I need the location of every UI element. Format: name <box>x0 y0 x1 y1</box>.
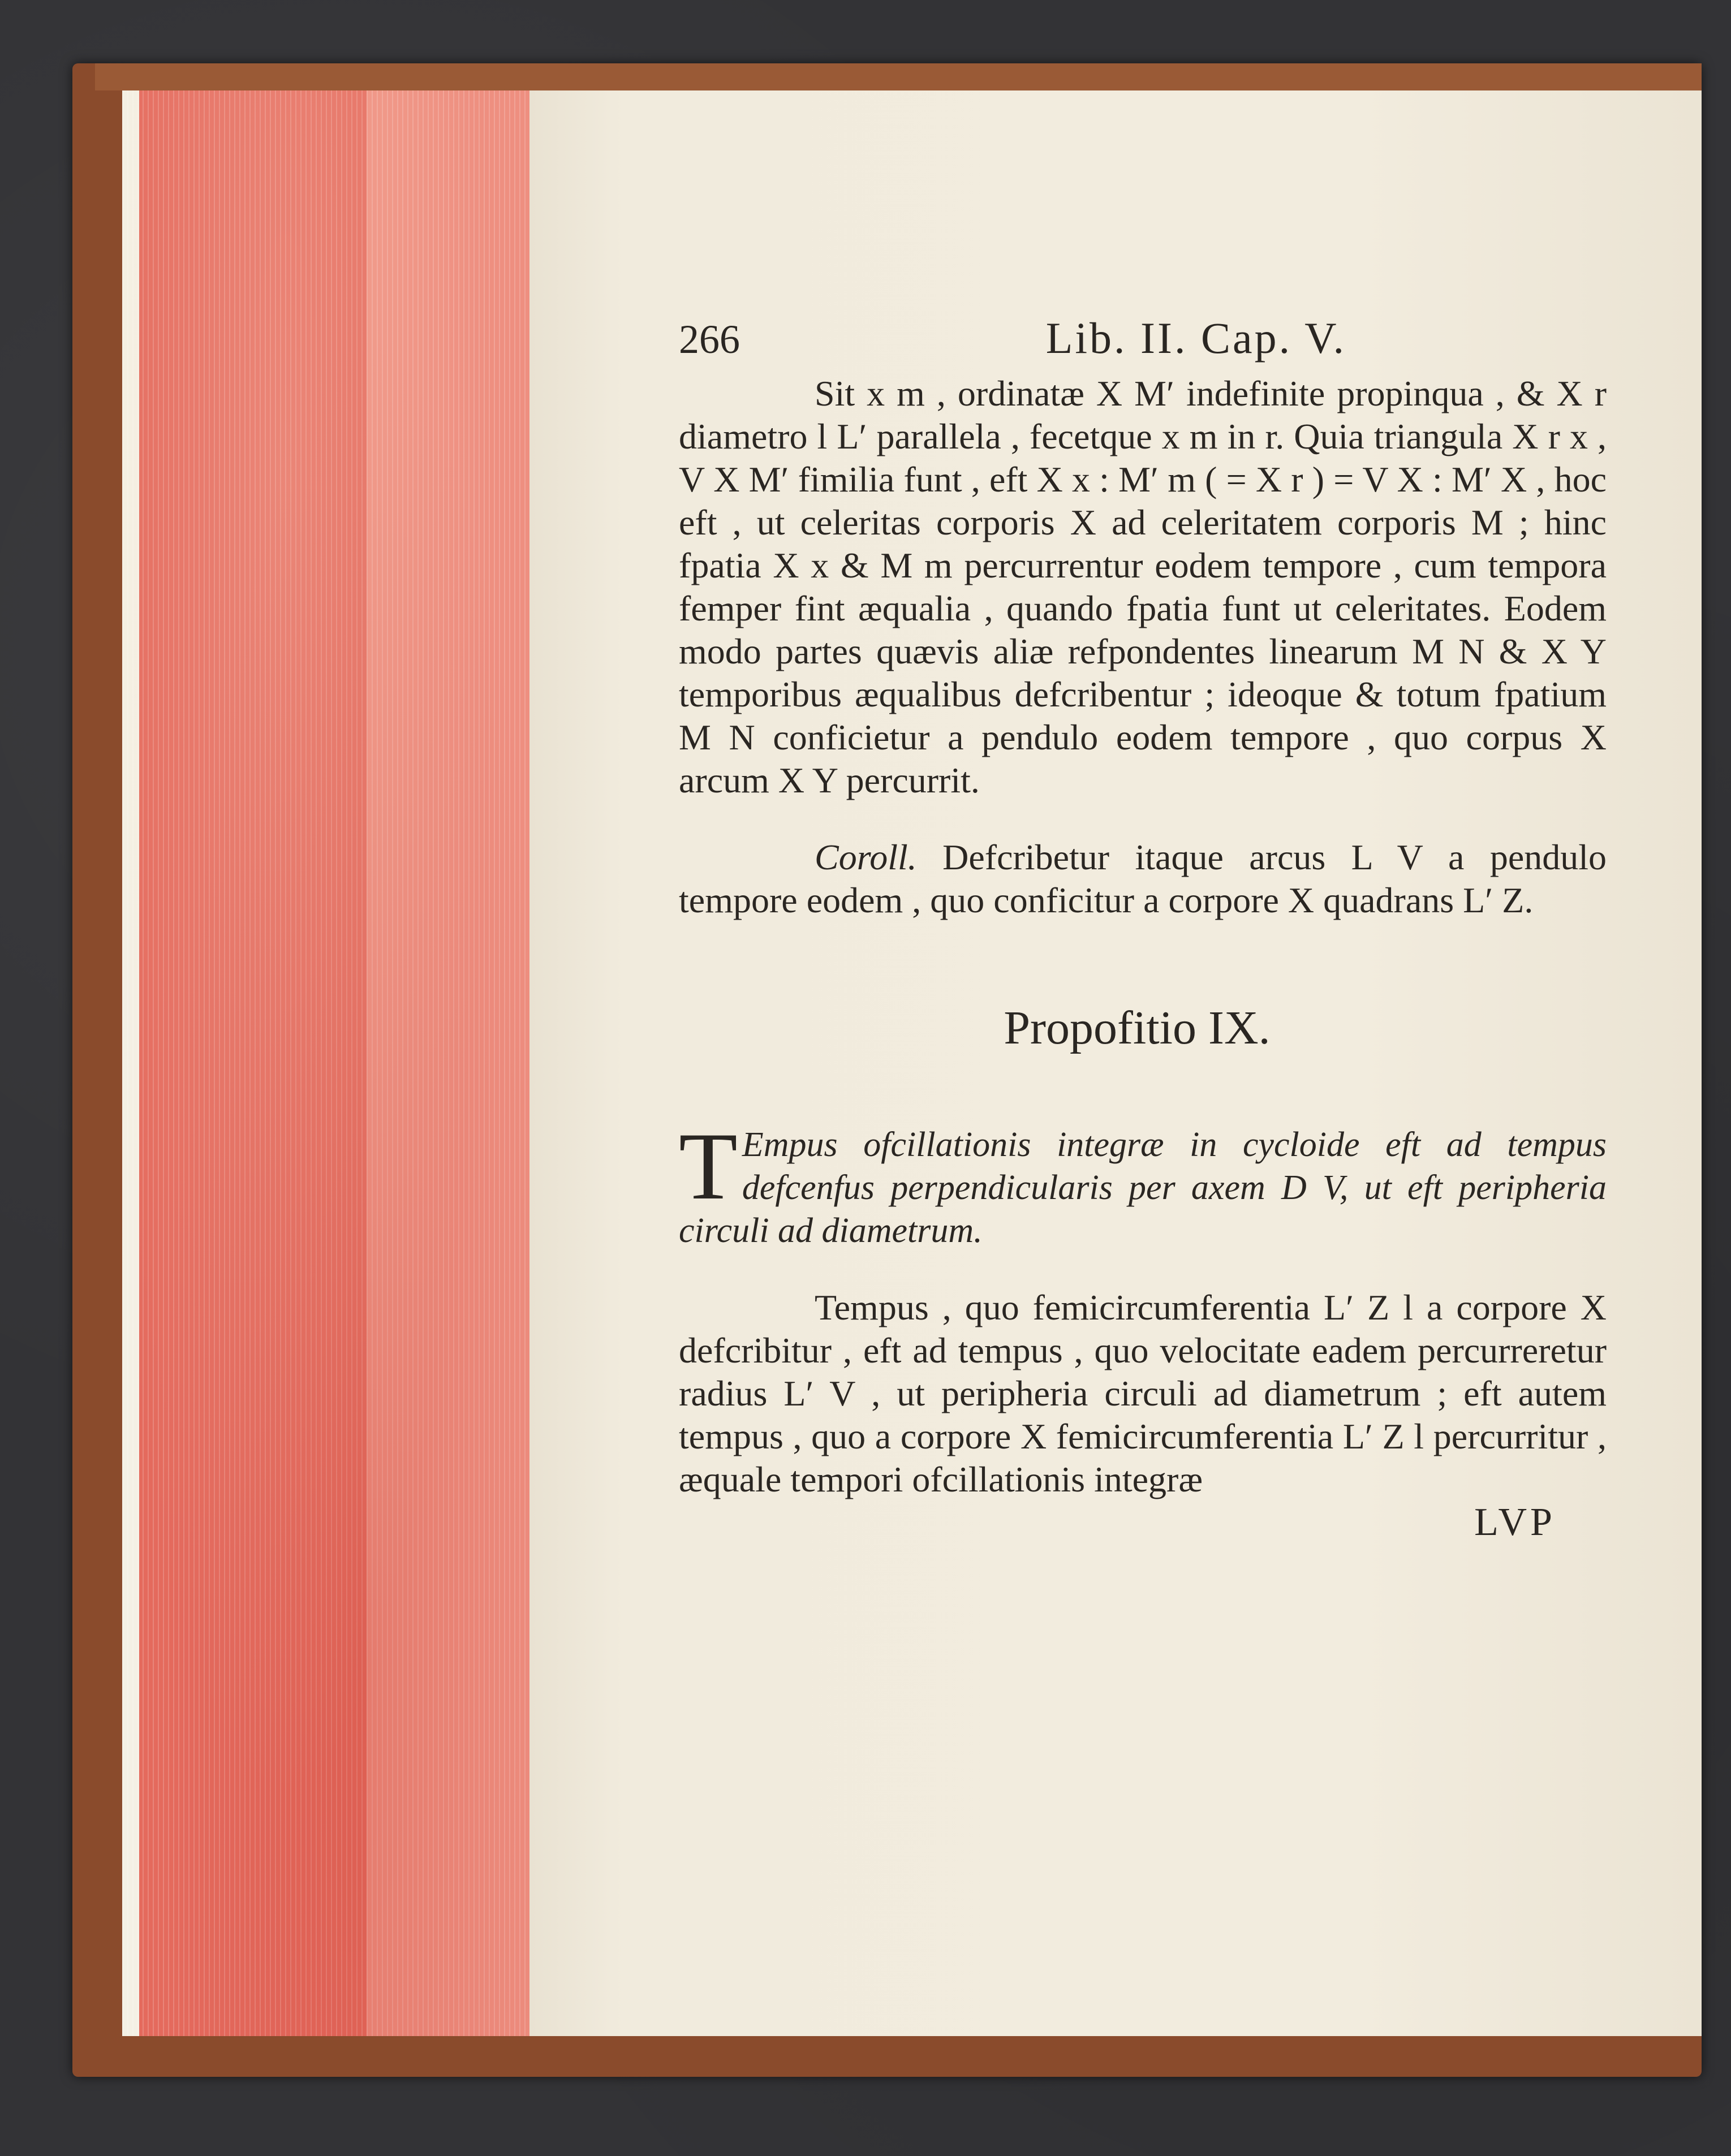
proposition-statement <box>679 1113 1607 1252</box>
proposition-heading: Propofitio IX. <box>1004 1002 1271 1054</box>
page-text <box>679 313 1607 1544</box>
corollary-text: Defcribetur itaque arcus L V a pendulo tempore eodem , quo conficitur a corpore X quadrans L′ Z. <box>679 837 1607 920</box>
paragraph-1-text: Sit x m , ordinatæ X M′ indefinite propinqua , & X r diametro l L′ parallela , fecetque x m in r. Quia triangula X r x , V X M′ fimilia funt , eft X x : M′ m ( = X r ) = V X : M′ X , hoc eft , ut celeritas corporis X ad celeritatem corporis M ; hinc fpatia X x & M m percurrentur eodem tempore , cum tempora femper fint æqualia , quando fpatia funt ut celeritates. Eodem modo partes quævis aliæ refpondentes linearum M N & X Y temporibus æqualibus defcribentur ; ideoque & totum fpatium M N conficietur a pendulo eodem tempore , quo corpus X arcum X Y percurrit. <box>679 373 1607 800</box>
running-title: Lib. II. Cap. V. <box>1045 313 1346 363</box>
corollary <box>679 836 1607 922</box>
drop-cap: T <box>679 1113 738 1219</box>
proposition-statement-text: Empus ofcillationis integræ in cycloide eft ad tempus defcenfus perpendicularis per axem D V, ut eft peripheria circuli ad diametrum. <box>679 1126 1607 1250</box>
book-cover-edge <box>95 63 1702 90</box>
catchword: LVP <box>1474 1500 1556 1544</box>
corollary-label: Coroll. <box>815 837 917 877</box>
running-header <box>679 313 1346 363</box>
paragraph-2-text: Tempus , quo femicircumferentia L′ Z l a corpore X defcribitur , eft ad tempus , quo velocitate eadem percurreretur radius L′ V , ut peripheria circuli ad diametrum ; eft autem tempus , quo a corpore X femicircumferentia L′ Z l percurritur , æquale tempori ofcillationis integræ <box>679 1287 1607 1499</box>
page-number: 266 <box>679 317 740 362</box>
paragraph <box>679 1286 1607 1501</box>
paragraph <box>679 372 1607 802</box>
page-edges <box>122 90 529 2036</box>
